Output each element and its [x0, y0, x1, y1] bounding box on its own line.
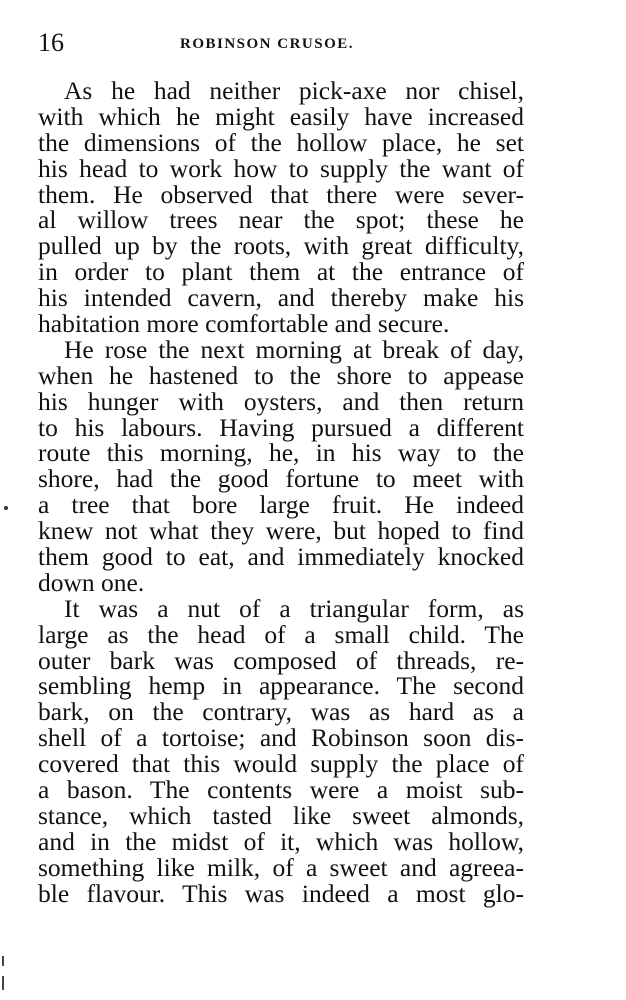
text-line: a tree that bore large fruit. He indeed [38, 490, 524, 520]
text-line: them good to eat, and immediately knocked [38, 542, 524, 572]
margin-speck [4, 506, 8, 510]
text-line: to his labours. Having pursued a different [38, 412, 524, 442]
text-line: pulled up by the roots, with great difficulty, [38, 231, 524, 261]
text-line: the dimensions of the hollow place, he set [38, 127, 524, 157]
running-title: ROBINSON CRUSOE. [180, 36, 355, 52]
text-line: shore, had the good fortune to meet with [38, 464, 524, 494]
text-line: when he hastened to the shore to appease [38, 360, 524, 390]
text-line: a bason. The contents were a moist sub- [38, 775, 524, 805]
text-line: habitation more comfortable and secure. [38, 309, 450, 339]
text-line: in order to plant them at the entrance of [38, 257, 524, 287]
text-line: and in the midst of it, which was hollow, [38, 826, 524, 856]
text-line: route this morning, he, in his way to the [38, 438, 524, 468]
edge-speck [2, 976, 4, 990]
text-line: knew not what they were, but hoped to find [38, 516, 524, 546]
text-line: stance, which tasted like sweet almonds, [38, 800, 524, 830]
text-line: al willow trees near the spot; these he [38, 205, 524, 235]
text-line: As he had neither pick-axe nor chisel, [64, 76, 524, 105]
edge-speck [2, 956, 4, 966]
text-line: outer bark was composed of threads, re- [38, 645, 524, 675]
text-line: covered that this would supply the place of [38, 749, 524, 779]
body-text [38, 78, 524, 907]
text-line: bark, on the contrary, was as hard as a [38, 697, 524, 727]
page-number: 16 [38, 28, 64, 57]
text-line: large as the head of a small child. The [38, 619, 524, 649]
running-head [38, 28, 578, 58]
text-line: something like milk, of a sweet and agreea- [38, 852, 524, 882]
text-line: It was a nut of a triangular form, as [64, 593, 524, 623]
text-line: his hunger with oysters, and then return [38, 386, 524, 416]
text-line: He rose the next morning at break of day, [64, 334, 524, 364]
text-line: ble flavour. This was indeed a most glo- [38, 878, 524, 908]
text-line: his head to work how to supply the want of [38, 153, 524, 183]
text-line: with which he might easily have increased [38, 101, 524, 131]
text-line: them. He observed that there were sever- [38, 179, 524, 209]
text-line: sembling hemp in appearance. The second [38, 671, 524, 701]
text-line: shell of a tortoise; and Robinson soon dis- [38, 723, 524, 753]
text-line: down one. [38, 567, 145, 597]
text-line: his intended cavern, and thereby make his [38, 283, 524, 313]
